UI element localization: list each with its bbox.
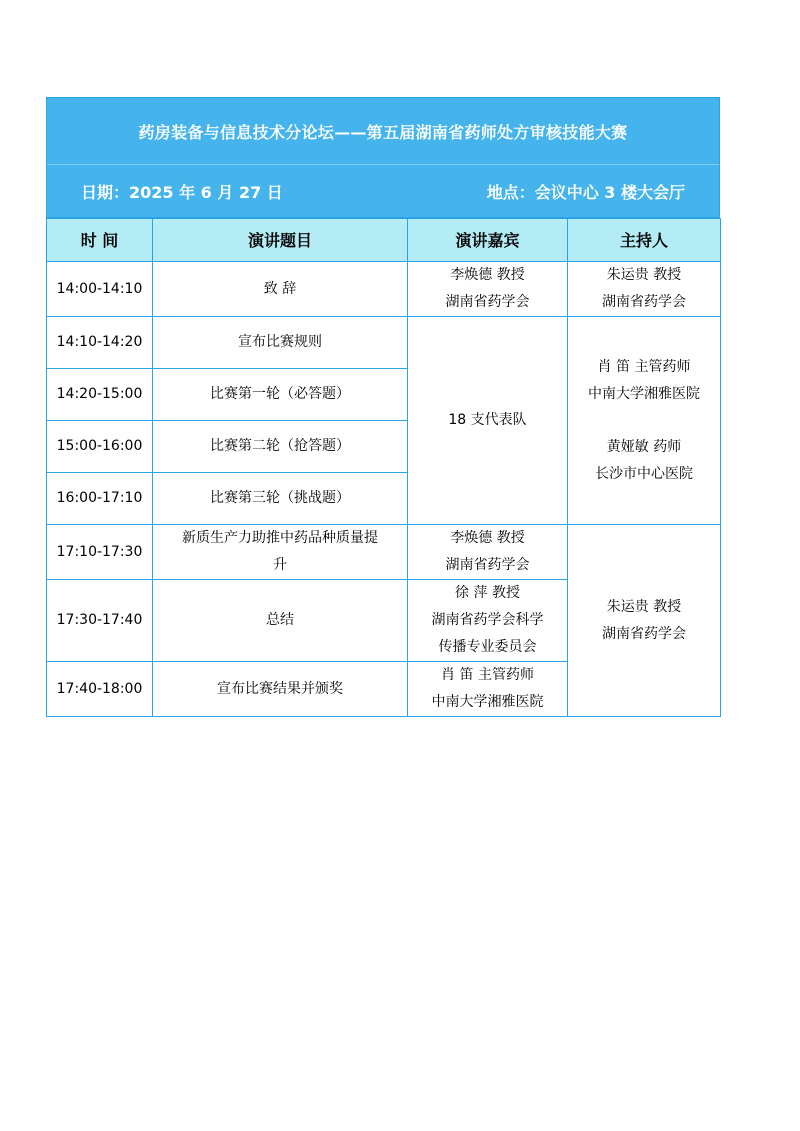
host-org: 长沙市中心医院 [595, 465, 693, 482]
topic-cell: 比赛第一轮（必答题） [153, 369, 408, 421]
time-cell: 16:00-17:10 [47, 473, 153, 525]
time-cell: 17:10-17:30 [47, 525, 153, 580]
time-cell: 17:30-17:40 [47, 580, 153, 662]
speaker-name: 李焕德 教授 [450, 267, 525, 283]
topic-cell: 总结 [153, 580, 408, 662]
host-org: 湖南省药学会 [602, 625, 686, 642]
speaker-cell [408, 262, 568, 317]
topic-cell: 宣布比赛规则 [153, 317, 408, 369]
speaker-cell-teams: 18 支代表队 [408, 317, 568, 525]
speaker-org: 传播专业委员会 [438, 639, 537, 655]
host-org: 湖南省药学会 [602, 294, 686, 310]
host-cell [568, 262, 721, 317]
speaker-org: 湖南省药学会 [445, 557, 530, 573]
speaker-name: 肖 笛 主管药师 [441, 667, 534, 683]
time-cell: 14:20-15:00 [47, 369, 153, 421]
speaker-name: 徐 萍 教授 [455, 585, 520, 601]
host-cell [568, 317, 721, 525]
agenda [46, 97, 720, 717]
host-cell [568, 525, 721, 717]
agenda-banner [46, 97, 720, 218]
time-cell: 17:40-18:00 [47, 662, 153, 717]
speaker-org: 湖南省药学会科学 [431, 612, 544, 628]
agenda-title: 药房装备与信息技术分论坛——第五届湖南省药师处方审核技能大赛 [138, 122, 628, 142]
speaker-cell [408, 525, 568, 580]
event-location: 地点：会议中心 3 楼大会厅 [486, 182, 685, 202]
speaker-org: 湖南省药学会 [445, 294, 530, 310]
topic-cell: 致 辞 [153, 262, 408, 317]
agenda-meta [47, 164, 719, 217]
host-name: 朱运贵 教授 [606, 598, 682, 615]
speaker-cell [408, 662, 568, 717]
host-name: 黄娅敏 药师 [606, 438, 682, 455]
topic-cell: 比赛第三轮（挑战题） [153, 473, 408, 525]
col-header-host: 主持人 [568, 219, 721, 262]
host-org: 中南大学湘雅医院 [588, 385, 700, 402]
speaker-cell [408, 580, 568, 662]
host-name: 肖 笛 主管药师 [597, 358, 691, 375]
col-header-time: 时 间 [47, 219, 153, 262]
topic-cell: 比赛第二轮（抢答题） [153, 421, 408, 473]
time-cell: 15:00-16:00 [47, 421, 153, 473]
topic-line: 新质生产力助推中药品种质量提 [182, 530, 378, 546]
host-name: 朱运贵 教授 [606, 267, 682, 283]
speaker-name: 李焕德 教授 [450, 530, 525, 546]
topic-line: 升 [273, 557, 287, 573]
col-header-topic: 演讲题目 [153, 219, 408, 262]
table-row [47, 525, 721, 580]
table-header-row [47, 219, 721, 262]
table-row [47, 262, 721, 317]
speaker-org: 中南大学湘雅医院 [431, 694, 544, 710]
agenda-table [46, 218, 721, 717]
topic-cell: 宣布比赛结果并颁奖 [153, 662, 408, 717]
event-date: 日期：2025 年 6 月 27 日 [81, 182, 283, 202]
time-cell: 14:00-14:10 [47, 262, 153, 317]
topic-cell [153, 525, 408, 580]
time-cell: 14:10-14:20 [47, 317, 153, 369]
table-row [47, 317, 721, 369]
col-header-speaker: 演讲嘉宾 [408, 219, 568, 262]
